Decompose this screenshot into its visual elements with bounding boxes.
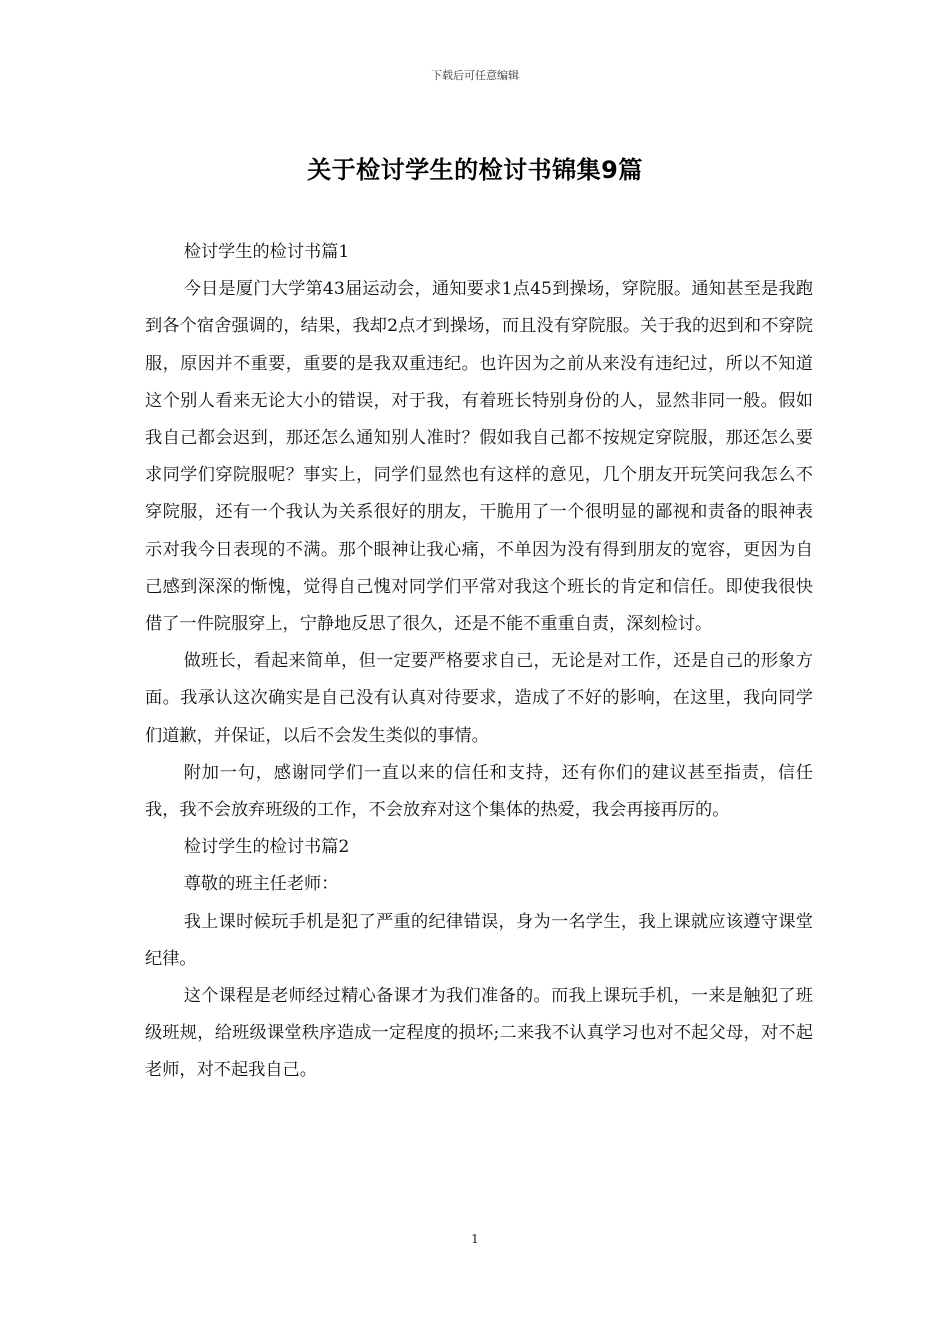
body-paragraph: 今日是厦门大学第43届运动会，通知要求1点45到操场，穿院服。通知甚至是我跑到各个宿舍强调的，结果，我却2点才到操场，而且没有穿院服。关于我的迟到和不穿院服，原因并不重要，重要的是我双重违纪。也许因为之前从来没有违纪过，所以不知道这个别人看来无论大小的错误，对于我，有着班长特别身份的人，显然非同一般。假如我自己都会迟到，那还怎么通知别人准时？假如我自己都不按规定穿院服，那还怎么要求同学们穿院服呢？事实上，同学们显然也有这样的意见，几个朋友开玩笑问我怎么不穿院服，还有一个我认为关系很好的朋友，干脆用了一个很明显的鄙视和责备的眼神表示对我今日表现的不满。那个眼神让我心痛，不单因为没有得到朋友的宽容，更因为自己感到深深的惭愧，觉得自己愧对同学们平常对我这个班长的肯定和信任。即使我很快借了一件院服穿上，宁静地反思了很久，还是不能不重重自责，深刻检讨。 <box>145 279 813 635</box>
page-header: 下载后可任意编辑 <box>431 69 519 82</box>
body-paragraph: 这个课程是老师经过精心备课才为我们准备的。而我上课玩手机，一来是触犯了班级班规，给班级课堂秩序造成一定程度的损坏;二来我不认真学习也对不起父母，对不起老师，对不起我自己。 <box>145 986 813 1081</box>
body-paragraph: 附加一句，感谢同学们一直以来的信任和支持，还有你们的建议甚至指责，信任我，我不会放弃班级的工作，不会放弃对这个集体的热爱，我会再接再厉的。 <box>145 762 813 821</box>
page-number: 1 <box>471 1232 479 1246</box>
section-heading-2: 检讨学生的检讨书篇2 <box>183 837 350 858</box>
document-body <box>145 234 813 1090</box>
body-paragraph: 做班长，看起来简单，但一定要严格要求自己，无论是对工作，还是自己的形象方面。我承认这次确实是自己没有认真对待要求，造成了不好的影响，在这里，我向同学们道歉，并保证，以后不会发生类似的事情。 <box>145 651 813 746</box>
section-heading-1: 检讨学生的检讨书篇1 <box>183 242 350 262</box>
salutation: 尊敬的班主任老师： <box>183 874 339 895</box>
document-title: 关于检讨学生的检讨书锦集9篇 <box>307 156 643 184</box>
body-paragraph: 我上课时候玩手机是犯了严重的纪律错误，身为一名学生，我上课就应该遵守课堂纪律。 <box>145 911 813 969</box>
